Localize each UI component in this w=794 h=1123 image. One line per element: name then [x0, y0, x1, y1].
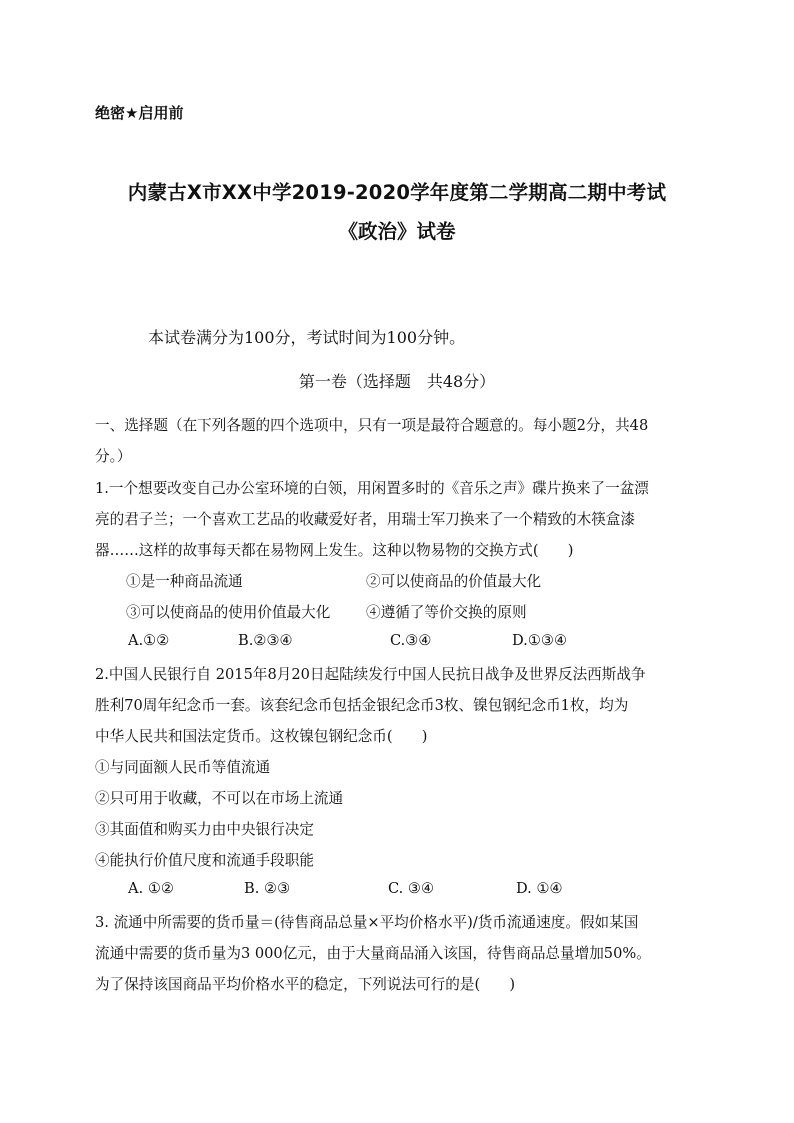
option-d[interactable]: D. ①④: [516, 880, 563, 897]
statement-2: ②可以使商品的价值最大化: [366, 573, 542, 590]
question-stem-line: 器……这样的故事每天都在易物网上发生。这种以物易物的交换方式( ): [95, 542, 574, 559]
statement-3: ③其面值和购买力由中央银行决定: [95, 821, 314, 838]
option-b[interactable]: B.②③④: [238, 632, 293, 649]
option-c[interactable]: C.③④: [390, 632, 432, 649]
option-b[interactable]: B. ②③: [244, 880, 291, 897]
option-c[interactable]: C. ③④: [388, 880, 435, 897]
statement-2: ②只可用于收藏，不可以在市场上流通: [95, 790, 344, 807]
option-d[interactable]: D.①③④: [512, 632, 568, 649]
question-stem-line: 3. 流通中所需要的货币量＝(待售商品总量×平均价格水平)/货币流通速度。假如某国: [95, 914, 639, 931]
question-stem-line: 为了保持该国商品平均价格水平的稳定，下列说法可行的是( ): [95, 976, 516, 993]
exam-title-line2: 《政治》试卷: [338, 220, 456, 243]
question-stem-line: 2.中国人民银行自 2015年8月20日起陆续发行中国人民抗日战争及世界反法西斯战争: [95, 666, 646, 683]
confidential-label: 绝密★启用前: [95, 104, 184, 122]
section-instruction-line2: 分。）: [95, 448, 132, 465]
section-instruction-line1: 一、选择题（在下列各题的四个选项中，只有一项是最符合题意的。每小题2分，共48: [95, 417, 649, 434]
statement-3: ③可以使商品的使用价值最大化: [126, 604, 331, 621]
question-stem-line: 1.一个想要改变自己办公室环境的白领，用闲置多时的《音乐之声》碟片换来了一盆漂: [95, 480, 649, 497]
question-stem-line: 流通中需要的货币量为3 000亿元，由于大量商品涌入该国，待售商品总量增加50%。: [95, 945, 651, 962]
part-title: 第一卷（选择题 共48分）: [298, 372, 496, 391]
exam-note: 本试卷满分为100分，考试时间为100分钟。: [148, 328, 466, 347]
exam-title-line1: 内蒙古X市XX中学2019-2020学年度第二学期高二期中考试: [127, 181, 667, 204]
statement-4: ④能执行价值尺度和流通手段职能: [95, 852, 314, 869]
question-stem-line: 胜利70周年纪念币一套。该套纪念币包括金银纪念币3枚、镍包钢纪念币1枚，均为: [95, 697, 629, 714]
option-a[interactable]: A.①②: [128, 632, 170, 649]
question-stem-line: 亮的君子兰；一个喜欢工艺品的收藏爱好者，用瑞士军刀换来了一个精致的木筷盒漆: [95, 511, 635, 528]
option-a[interactable]: A. ①②: [128, 880, 174, 897]
statement-1: ①与同面额人民币等值流通: [95, 759, 271, 776]
question-stem-line: 中华人民共和国法定货币。这枚镍包钢纪念币( ): [95, 728, 428, 745]
statement-4: ④遵循了等价交换的原则: [366, 604, 527, 621]
statement-1: ①是一种商品流通: [126, 573, 243, 590]
